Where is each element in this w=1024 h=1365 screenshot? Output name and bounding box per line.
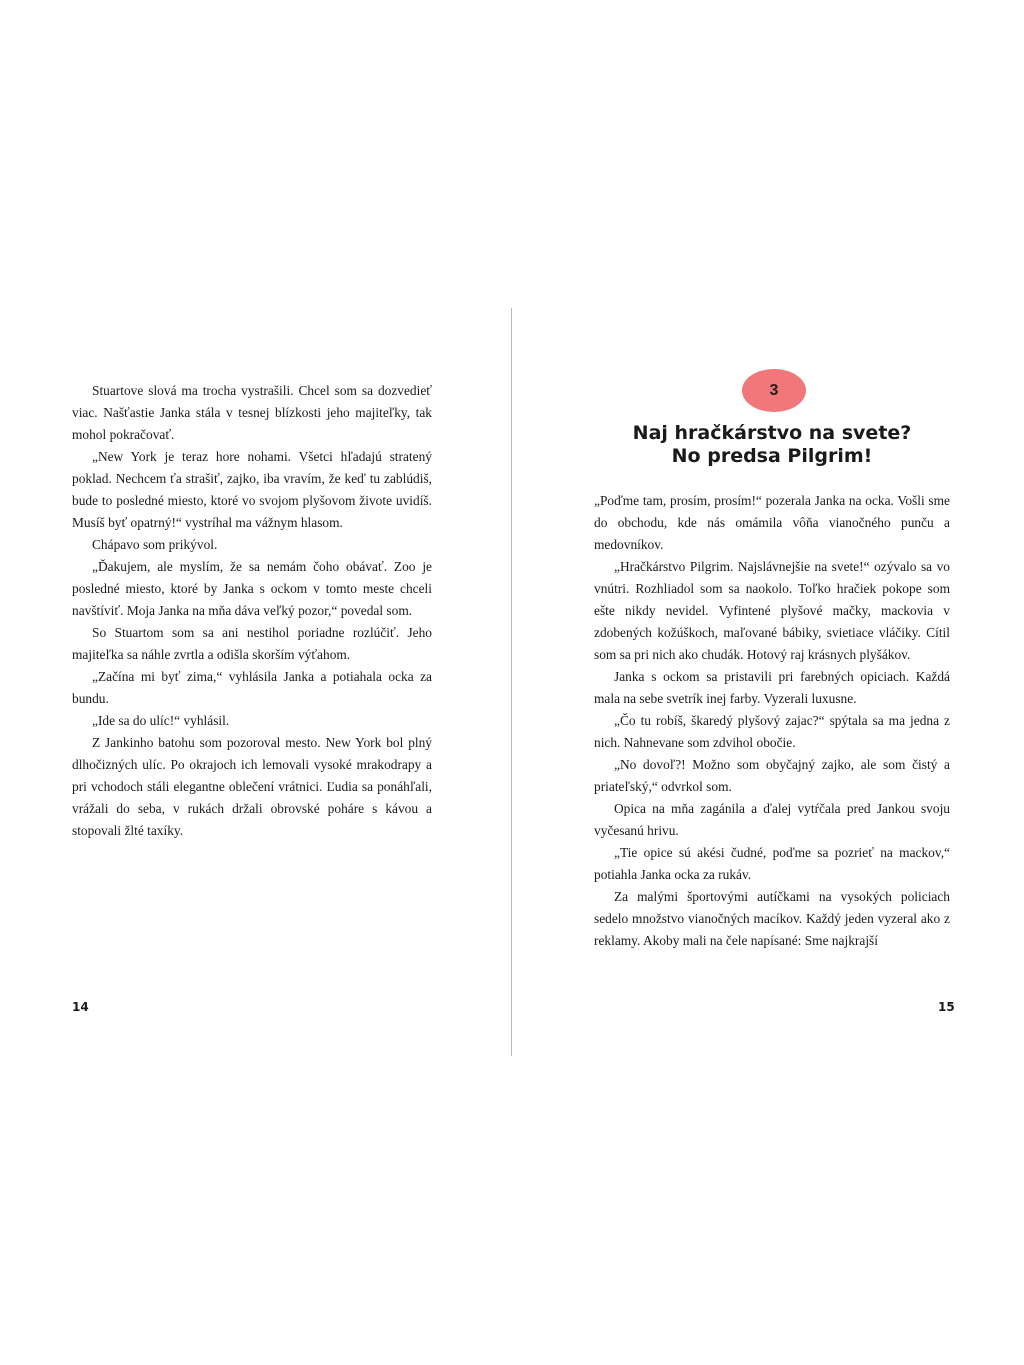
- chapter-number: 3: [769, 381, 779, 399]
- page-number-right: 15: [938, 1000, 955, 1014]
- paragraph: „New York je teraz hore nohami. Všetci hľadajú stratený poklad. Nechcem ťa strašiť, zajko, iba vravím, že keď tu zablúdiš, bude to posledné miesto, ktoré vo svojom plyšovom živote uvidíš. Musíš byť opatrný!“ vystríhal ma vážnym hlasom.: [72, 449, 432, 530]
- paragraph: „Ide sa do ulíc!“ vyhlásil.: [92, 713, 230, 728]
- paragraph: Stuartove slová ma trocha vystrašili. Chcel som sa dozvedieť viac. Našťastie Janka stála v tesnej blízkosti jeho majiteľky, tak mohol pokračovať.: [72, 383, 432, 442]
- chapter-title-line-1: Naj hračkárstvo na svete?: [632, 422, 912, 444]
- chapter-number-badge: [742, 369, 806, 412]
- paragraph: „No dovoľ?! Možno som obyčajný zajko, ale som čistý a priateľský,“ odvrkol som.: [594, 757, 950, 794]
- paragraph: „Začína mi byť zima,“ vyhlásila Janka a potiahala ocka za bundu.: [72, 669, 432, 706]
- paragraph: Za malými športovými autíčkami na vysokých policiach sedelo množstvo vianočných macíkov. Každý jeden vyzeral ako z reklamy. Akoby mali na čele napísané: Sme najkrajší: [594, 889, 950, 948]
- paragraph: „Ďakujem, ale myslím, že sa nemám čoho obávať. Zoo je posledné miesto, ktoré by Janka s ockom v tomto meste chceli navštíviť. Moja Janka na mňa dáva veľký pozor,“ povedal som.: [72, 559, 432, 618]
- left-page-text: [72, 380, 432, 842]
- paragraph: Z Jankinho batohu som pozoroval mesto. New York bol plný dlhočizných ulíc. Po okrajoch ich lemovali vysoké mrakodrapy a pri vchodoch stáli elegantne oblečení vrátnici. Ľudia sa ponáhľali, vrážali do seba, v rukách držali obrovské poháre s kávou a stopovali žlté taxíky.: [72, 735, 432, 838]
- page-number-left: 14: [72, 1000, 89, 1014]
- paragraph: „Čo tu robíš, škaredý plyšový zajac?“ spýtala sa ma jedna z nich. Nahnevane som zdvihol obočie.: [594, 713, 950, 750]
- chapter-title-line-2: No predsa Pilgrim!: [671, 445, 873, 467]
- paragraph: Opica na mňa zagánila a ďalej vytŕčala pred Jankou svoju vyčesanú hrivu.: [594, 801, 950, 838]
- right-page-text: [594, 490, 950, 952]
- page-gutter-divider: [511, 308, 512, 1056]
- paragraph: So Stuartom som sa ani nestihol poriadne rozlúčiť. Jeho majiteľka sa náhle zvrtla a odišla skorším výťahom.: [72, 625, 432, 662]
- paragraph: „Poďme tam, prosím, prosím!“ pozerala Janka na ocka. Vošli sme do obchodu, kde nás omámila vôňa vianočného punču a medovníkov.: [594, 493, 950, 552]
- paragraph: „Tie opice sú akési čudné, poďme sa pozrieť na mackov,“ potiahla Janka ocka za rukáv.: [594, 845, 950, 882]
- chapter-title: [594, 422, 950, 468]
- paragraph: Janka s ockom sa pristavili pri farebných opiciach. Každá mala na sebe svetrík inej farby. Vyzerali luxusne.: [594, 669, 950, 706]
- paragraph: „Hračkárstvo Pilgrim. Najslávnejšie na svete!“ ozývalo sa vo vnútri. Rozhliadol som sa naokolo. Toľko hračiek pokope som ešte nikdy nevidel. Vyfintené plyšové mačky, mackovia v zdobených kožúškoch, maľované bábiky, svietiace vláčiky. Cítil som sa pri nich ako chudák. Hotový raj krásnych plyšákov.: [594, 559, 950, 662]
- paragraph: Chápavo som prikývol.: [92, 537, 218, 552]
